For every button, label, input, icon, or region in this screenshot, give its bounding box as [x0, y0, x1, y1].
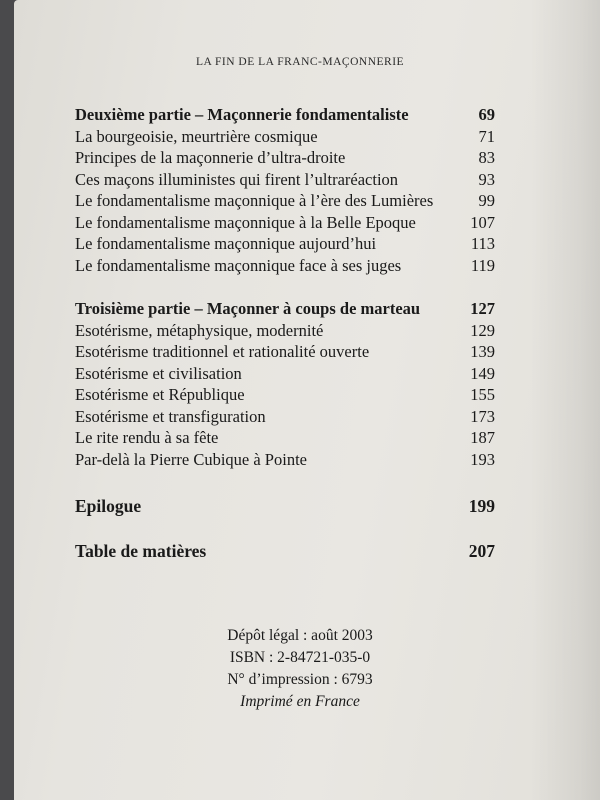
- toc-entry-title: Esotérisme traditionnel et rationalité ouverte: [75, 342, 370, 361]
- toc-page-number: 149: [470, 363, 495, 383]
- toc-page-number: 119: [470, 255, 495, 275]
- toc-page-number: 69: [478, 105, 495, 124]
- running-header: LA FIN DE LA FRANC-MAÇONNERIE: [195, 56, 405, 68]
- print-number: N° d’impression : 6793: [227, 671, 373, 688]
- toc-page-number: 199: [468, 496, 495, 516]
- toc-epilogue: [75, 496, 495, 518]
- toc-page-number: 113: [470, 234, 495, 253]
- toc-entry-title: Esotérisme et civilisation: [75, 363, 242, 383]
- toc-page-number: 193: [470, 449, 495, 469]
- toc-page-number: 155: [470, 385, 495, 404]
- colophon: [0, 625, 600, 713]
- toc-section-heading: [75, 541, 495, 563]
- toc-entry-title: Esotérisme et République: [75, 385, 245, 404]
- toc-entry: [75, 406, 495, 428]
- toc-entry: [75, 320, 495, 342]
- toc-entry: [75, 233, 495, 255]
- toc-page-number: 99: [478, 191, 495, 210]
- toc-page-number: 129: [470, 320, 495, 340]
- toc-entry: [75, 427, 495, 449]
- legal-deposit: Dépôt légal : août 2003: [227, 627, 373, 644]
- toc-entry: [75, 255, 495, 277]
- toc-entry-title: La bourgeoisie, meurtrière cosmique: [75, 126, 318, 146]
- toc-page-number: 83: [478, 148, 495, 167]
- toc-entry: [75, 190, 495, 212]
- toc-section-heading: [75, 496, 495, 518]
- toc-entry: [75, 126, 495, 148]
- toc-table-of-contents: [75, 541, 495, 563]
- toc-page-number: 107: [470, 212, 495, 232]
- toc-section-title: Epilogue: [75, 496, 142, 516]
- toc-page-number: 127: [470, 299, 495, 318]
- toc-entry: [75, 341, 495, 363]
- toc-page-number: 93: [478, 169, 495, 189]
- toc-entry: [75, 384, 495, 406]
- toc-entry-title: Esotérisme et transfiguration: [75, 406, 266, 426]
- isbn: ISBN : 2-84721-035-0: [229, 649, 371, 666]
- toc-part-2: [75, 104, 495, 276]
- toc-entry-title: Le fondamentalisme maçonnique à l’ère des Lumières: [75, 191, 434, 210]
- toc-page-number: 173: [470, 406, 495, 426]
- toc-entry-title: Le fondamentalisme maçonnique aujourd’hui: [75, 234, 377, 253]
- toc-entry: [75, 449, 495, 471]
- toc-entry: [75, 212, 495, 234]
- toc-entry-title: Le fondamentalisme maçonnique à la Belle Epoque: [75, 212, 416, 232]
- toc-entry-title: Par-delà la Pierre Cubique à Pointe: [75, 449, 307, 469]
- toc-page-number: 139: [470, 342, 495, 361]
- toc-entry-title: Principes de la maçonnerie d’ultra-droite: [75, 148, 346, 167]
- toc-part-heading: [75, 104, 495, 126]
- toc-entry-title: Esotérisme, métaphysique, modernité: [75, 320, 324, 340]
- toc-page-number: 207: [468, 541, 495, 561]
- toc-part-3: [75, 298, 495, 470]
- printed-in: Imprimé en France: [240, 693, 360, 710]
- toc-part-heading: [75, 298, 495, 320]
- toc-page-number: 187: [470, 428, 495, 447]
- toc-part-title: Deuxième partie – Maçonnerie fondamentaliste: [75, 105, 409, 124]
- toc-entry: [75, 169, 495, 191]
- toc-entry-title: Le rite rendu à sa fête: [75, 428, 219, 447]
- toc-entry-title: Ces maçons illuministes qui firent l’ultraréaction: [75, 169, 399, 189]
- toc-entry: [75, 363, 495, 385]
- toc-entry-title: Le fondamentalisme maçonnique face à ses juges: [75, 255, 402, 275]
- toc-section-title: Table de matières: [75, 541, 207, 561]
- toc-part-title: Troisième partie – Maçonner à coups de marteau: [75, 299, 421, 318]
- toc-page-number: 71: [478, 126, 495, 146]
- toc-entry: [75, 147, 495, 169]
